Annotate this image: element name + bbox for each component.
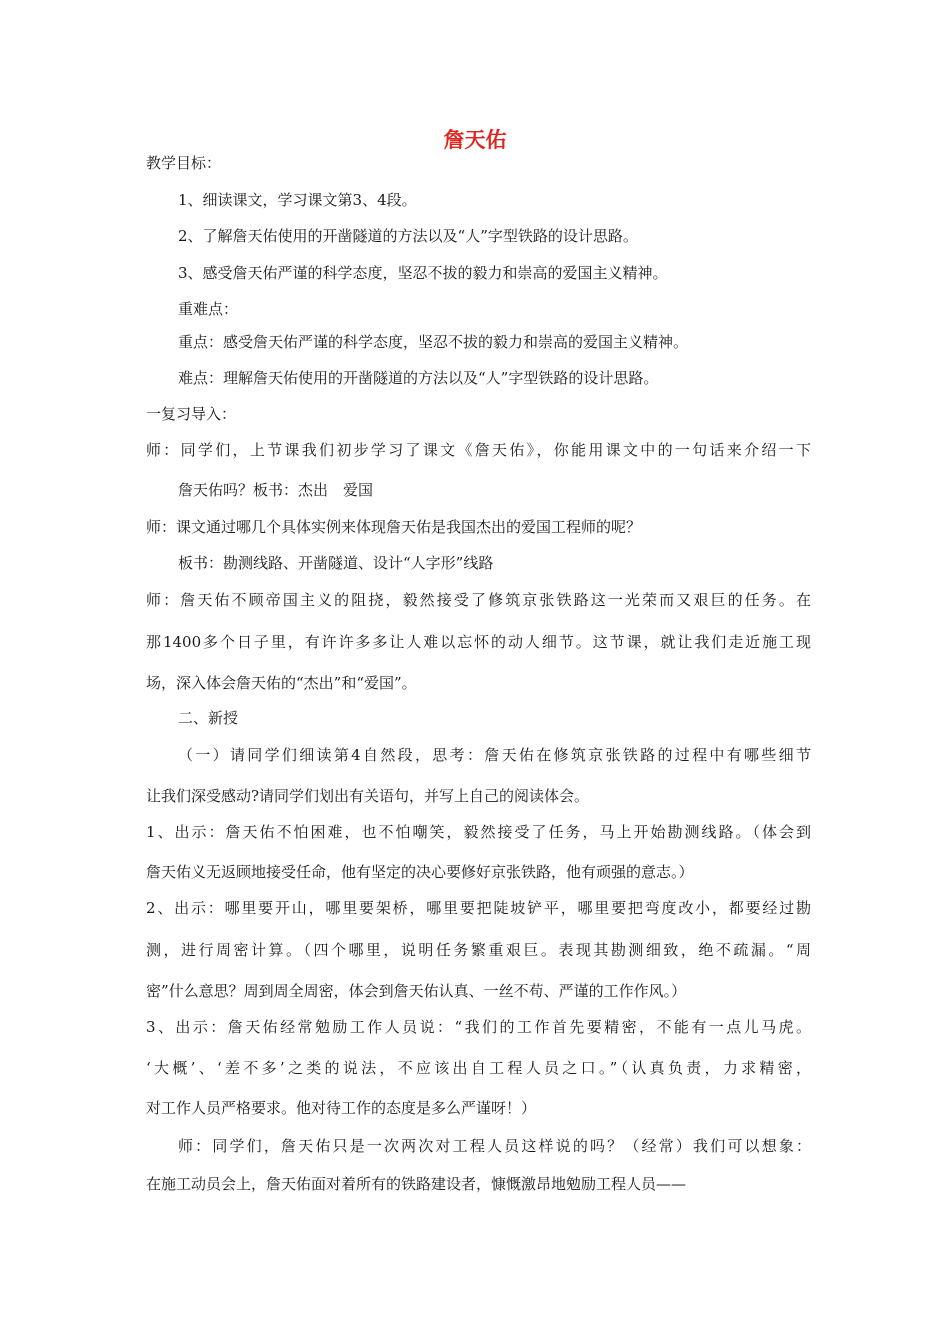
text-line: 3、出示：詹天佑经常勉励工作人员说：“我们的工作首先要精密，不能有一点儿马虎。 [146, 1018, 811, 1036]
text-line: 2、出示：哪里要开山，哪里要架桥，哪里要把陡坡铲平，哪里要把弯度改小，都要经过勘 [146, 899, 811, 917]
text-line: 重难点： [178, 300, 239, 318]
text-line: 难点：理解詹天佑使用的开凿隧道的方法以及“人”字型铁路的设计思路。 [178, 369, 659, 387]
text-line: 3、感受詹天佑严谨的科学态度，坚忍不拔的毅力和崇高的爱国主义精神。 [178, 264, 668, 282]
text-line: 詹天佑义无返顾地接受任命，他有坚定的决心要修好京张铁路，他有顽强的意志。） [146, 863, 694, 881]
text-line: 师：同学们，上节课我们初步学习了课文《詹天佑》，你能用课文中的一句话来介绍一下 [146, 441, 811, 459]
text-line: 场，深入体会詹天佑的“杰出”和“爱国”。 [146, 674, 417, 692]
section-heading: 二、新授 [178, 709, 239, 727]
text-line: 1、出示：詹天佑不怕困难，也不怕嘲笑，毅然接受了任务，马上开始勘测线路。（体会到 [146, 823, 811, 841]
text-line: ‘大概’、‘差不多’之类的说法，不应该出自工程人员之口。”（认真负责，力求精密， [146, 1059, 811, 1077]
text-line: （一）请同学们细读第4自然段，思考：詹天佑在修筑京张铁路的过程中有哪些细节 [178, 746, 811, 764]
text-line: 师：詹天佑不顾帝国主义的阻挠，毅然接受了修筑京张铁路这一光荣而又艰巨的任务。在 [146, 591, 811, 609]
text-line: 2、了解詹天佑使用的开凿隧道的方法以及“人”字型铁路的设计思路。 [178, 227, 638, 245]
text-line: 密”什么意思？周到周全周密，体会到詹天佑认真、一丝不苟、严谨的工作作风。） [146, 982, 687, 1000]
text-line: 詹天佑吗？板书：杰出 爱国 [178, 481, 374, 499]
text-line: 师：同学们，詹天佑只是一次两次对工程人员这样说的吗？（经常）我们可以想象： [178, 1137, 811, 1155]
text-line: 在施工动员会上，詹天佑面对着所有的铁路建设者，慷慨激昂地勉励工程人员—— [146, 1175, 687, 1193]
text-line: 板书：勘测线路、开凿隧道、设计“人字形”线路 [178, 554, 494, 572]
text-line: 一复习导入： [146, 405, 237, 423]
text-line: 教学目标： [146, 154, 222, 172]
text-line: 重点：感受詹天佑严谨的科学态度，坚忍不拔的毅力和崇高的爱国主义精神。 [178, 333, 689, 351]
text-line: 测，进行周密计算。（四个哪里，说明任务繁重艰巨。表现其勘测细致，绝不疏漏。“周 [146, 941, 811, 959]
text-line: 师：课文通过哪几个具体实例来体现詹天佑是我国杰出的爱国工程师的呢？ [146, 518, 642, 536]
text-line: 1、细读课文，学习课文第3、4段。 [178, 191, 417, 209]
text-line: 让我们深受感动?请同学们划出有关语句，并写上自己的阅读体会。 [146, 787, 590, 805]
text-line: 那1400多个日子里，有许许多多让人难以忘怀的动人细节。这节课，就让我们走近施工现 [146, 633, 811, 651]
document-title: 詹天佑 [443, 128, 507, 152]
text-line: 对工作人员严格要求。他对待工作的态度是多么严谨呀！） [146, 1099, 537, 1117]
